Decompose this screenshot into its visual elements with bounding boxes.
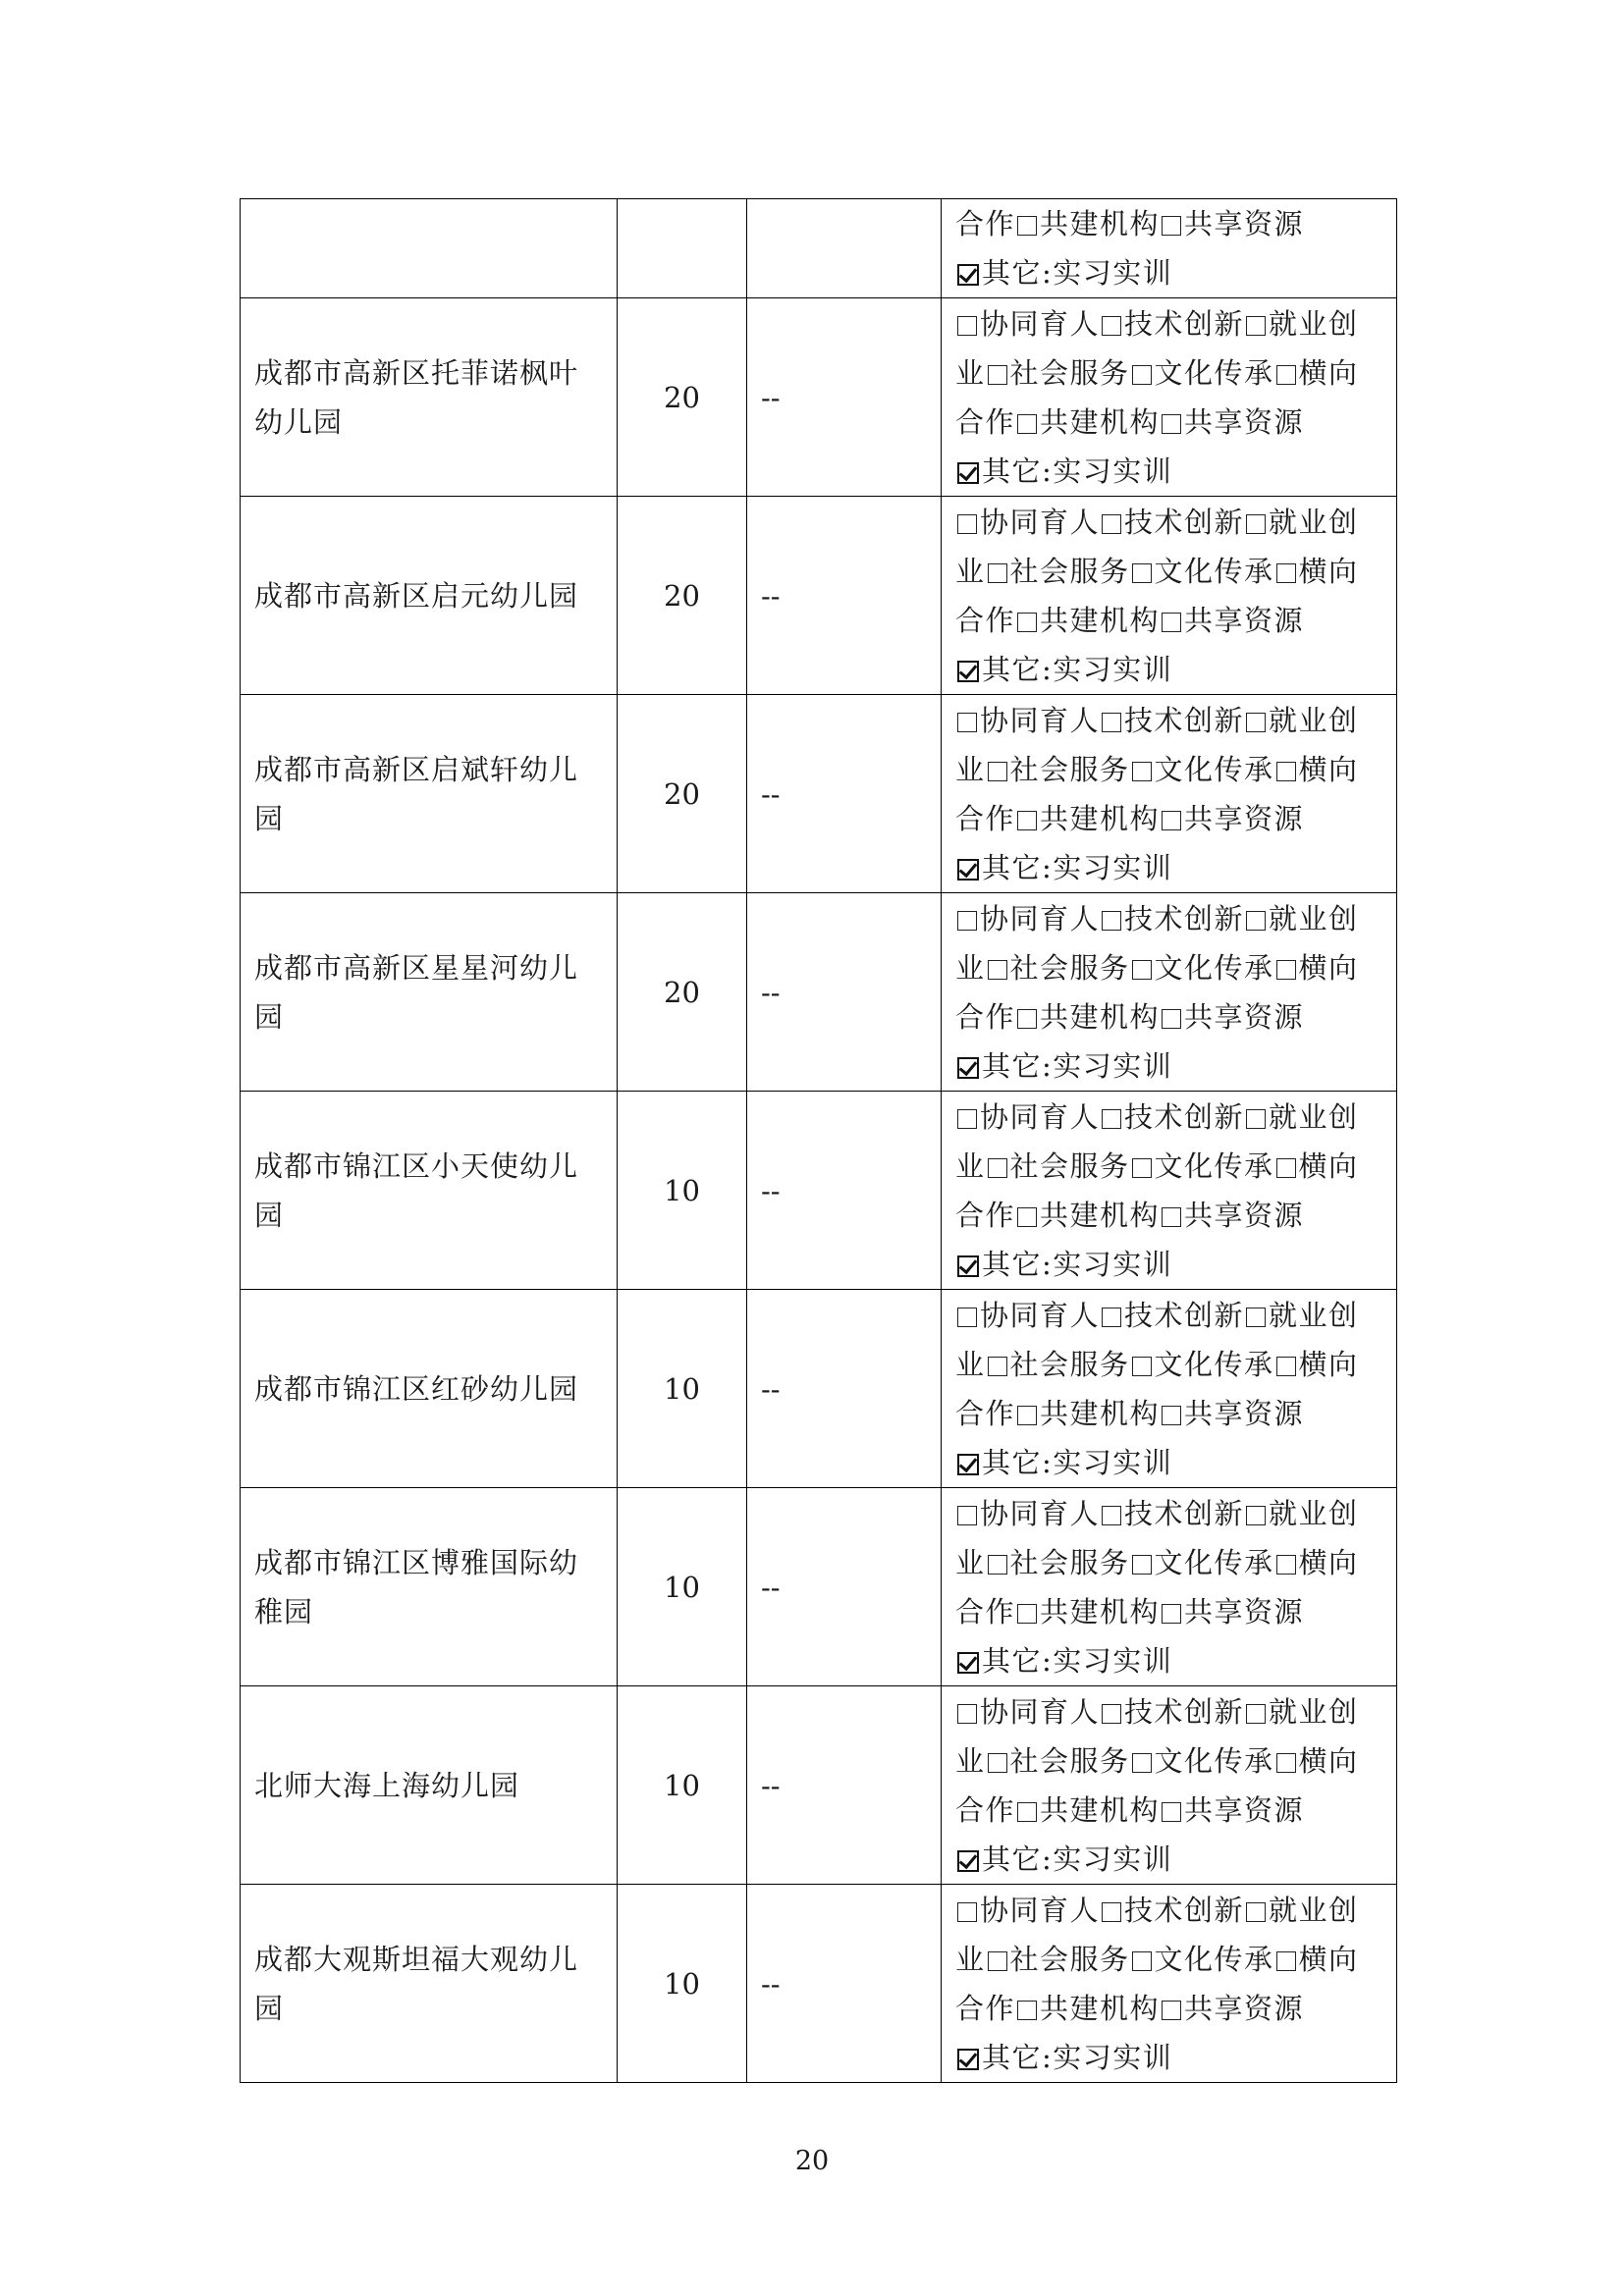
cooperation-table (240, 198, 1397, 2083)
student-count-cell: 10 (618, 1092, 747, 1290)
option-text: 共享资源 (1184, 603, 1305, 637)
unchecked-checkbox-icon (988, 960, 1007, 980)
option-text: 协同育人 (980, 1694, 1101, 1729)
unchecked-checkbox-icon (1102, 1704, 1121, 1724)
option-text: 共建机构 (1040, 1594, 1161, 1629)
student-count-cell: 20 (618, 695, 747, 893)
option-text: 协同育人 (980, 1893, 1101, 1927)
unchecked-checkbox-icon (1102, 713, 1121, 732)
unchecked-checkbox-icon (1276, 1158, 1296, 1178)
option-text: 其它:实习实训 (982, 1445, 1173, 1479)
option-text: 其它:实习实训 (982, 1048, 1173, 1083)
unchecked-checkbox-icon (1276, 762, 1296, 781)
forms-line-4 (955, 248, 1388, 297)
option-text: 协同育人 (980, 505, 1101, 539)
amount-cell (747, 199, 942, 298)
unchecked-checkbox-icon (1246, 1704, 1266, 1724)
unchecked-checkbox-icon (1276, 1753, 1296, 1773)
option-text: 社会服务 (1009, 1545, 1130, 1579)
option-text: 业 (955, 752, 986, 786)
option-text: 合作 (955, 404, 1016, 439)
option-text: 协同育人 (980, 306, 1101, 341)
unchecked-checkbox-icon (957, 1902, 977, 1922)
checked-checkbox-icon (957, 1057, 979, 1079)
unchecked-checkbox-icon (988, 563, 1007, 583)
option-text: 合作 (955, 603, 1016, 637)
option-text: 就业创 (1269, 1893, 1359, 1927)
option-text: 横向 (1298, 554, 1359, 588)
amount-cell: -- (747, 1290, 942, 1488)
option-text: 业 (955, 1743, 986, 1778)
student-count-cell (618, 199, 747, 298)
forms-line-1 (955, 894, 1388, 943)
student-count-cell: 20 (618, 893, 747, 1092)
unchecked-checkbox-icon (1102, 1109, 1121, 1129)
unchecked-checkbox-icon (1162, 1802, 1181, 1822)
option-text: 共建机构 (1040, 603, 1161, 637)
option-text: 社会服务 (1009, 1743, 1130, 1778)
option-text: 合作 (955, 1792, 1016, 1827)
option-text: 其它:实习实训 (982, 2040, 1173, 2074)
forms-line-1 (955, 696, 1388, 745)
unchecked-checkbox-icon (1162, 613, 1181, 632)
unchecked-checkbox-icon (988, 365, 1007, 385)
forms-line-4 (955, 1438, 1388, 1487)
forms-line-2 (955, 1736, 1388, 1786)
forms-line-3 (955, 596, 1388, 645)
unchecked-checkbox-icon (1246, 911, 1266, 931)
unchecked-checkbox-icon (1276, 1951, 1296, 1971)
unchecked-checkbox-icon (988, 762, 1007, 781)
unchecked-checkbox-icon (1017, 613, 1037, 632)
forms-line-1 (955, 1489, 1388, 1538)
checked-checkbox-icon (957, 2049, 979, 2070)
forms-line-3 (955, 1191, 1388, 1240)
option-text: 共享资源 (1184, 1792, 1305, 1827)
unchecked-checkbox-icon (1162, 414, 1181, 434)
option-text: 横向 (1298, 752, 1359, 786)
unchecked-checkbox-icon (1132, 1753, 1152, 1773)
option-text: 就业创 (1269, 1099, 1359, 1134)
option-text: 业 (955, 1148, 986, 1183)
option-text: 文化传承 (1154, 554, 1274, 588)
option-text: 横向 (1298, 1545, 1359, 1579)
option-text: 合作 (955, 1991, 1016, 2025)
forms-line-4 (955, 1041, 1388, 1091)
option-text: 业 (955, 554, 986, 588)
option-text: 其它:实习实训 (982, 850, 1173, 884)
option-text: 文化传承 (1154, 1743, 1274, 1778)
option-text: 共享资源 (1184, 999, 1305, 1034)
page-number: 20 (794, 2146, 830, 2176)
institution-name-cell: 成都市锦江区博雅国际幼稚园 (241, 1488, 618, 1686)
checked-checkbox-icon (957, 1850, 979, 1872)
unchecked-checkbox-icon (988, 1357, 1007, 1376)
forms-line-1 (955, 299, 1388, 348)
forms-line-3 (955, 398, 1388, 447)
option-text: 协同育人 (980, 1298, 1101, 1332)
amount-cell: -- (747, 1885, 942, 2083)
cooperation-forms-cell (942, 1686, 1397, 1885)
checked-checkbox-icon (957, 1255, 979, 1277)
option-text: 协同育人 (980, 703, 1101, 737)
unchecked-checkbox-icon (1246, 1902, 1266, 1922)
unchecked-checkbox-icon (1276, 365, 1296, 385)
institution-name-cell: 成都市锦江区红砂幼儿园 (241, 1290, 618, 1488)
option-text: 文化传承 (1154, 950, 1274, 985)
cooperation-forms-cell (942, 1488, 1397, 1686)
option-text: 其它:实习实训 (982, 454, 1173, 488)
option-text: 就业创 (1269, 1694, 1359, 1729)
amount-cell: -- (747, 298, 942, 497)
student-count-cell: 10 (618, 1686, 747, 1885)
table-row (241, 1092, 1397, 1290)
student-count-cell: 20 (618, 497, 747, 695)
unchecked-checkbox-icon (1102, 316, 1121, 336)
option-text: 共建机构 (1040, 1396, 1161, 1430)
checked-checkbox-icon (957, 1454, 979, 1475)
option-text: 文化传承 (1154, 1148, 1274, 1183)
amount-cell: -- (747, 1686, 942, 1885)
option-text: 业 (955, 1347, 986, 1381)
forms-line-2 (955, 547, 1388, 596)
unchecked-checkbox-icon (1132, 960, 1152, 980)
forms-line-1 (955, 1687, 1388, 1736)
unchecked-checkbox-icon (1246, 514, 1266, 534)
option-text: 就业创 (1269, 505, 1359, 539)
option-text: 技术创新 (1124, 505, 1245, 539)
option-text: 就业创 (1269, 306, 1359, 341)
table-row (241, 1885, 1397, 2083)
option-text: 横向 (1298, 1743, 1359, 1778)
unchecked-checkbox-icon (1246, 1506, 1266, 1525)
unchecked-checkbox-icon (1162, 1604, 1181, 1624)
forms-line-1 (955, 1093, 1388, 1142)
unchecked-checkbox-icon (1017, 811, 1037, 830)
unchecked-checkbox-icon (957, 713, 977, 732)
option-text: 其它:实习实训 (982, 1643, 1173, 1678)
unchecked-checkbox-icon (1246, 713, 1266, 732)
option-text: 其它:实习实训 (982, 1247, 1173, 1281)
option-text: 共享资源 (1184, 207, 1305, 240)
option-text: 文化传承 (1154, 355, 1274, 390)
institution-name-cell: 成都市锦江区小天使幼儿园 (241, 1092, 618, 1290)
forms-line-1 (955, 498, 1388, 547)
unchecked-checkbox-icon (1246, 1308, 1266, 1327)
option-text: 业 (955, 950, 986, 985)
option-text: 横向 (1298, 1942, 1359, 1976)
unchecked-checkbox-icon (1102, 1902, 1121, 1922)
institution-name-cell: 成都大观斯坦福大观幼儿园 (241, 1885, 618, 2083)
unchecked-checkbox-icon (1276, 563, 1296, 583)
checked-checkbox-icon (957, 462, 979, 484)
option-text: 协同育人 (980, 1099, 1101, 1134)
forms-line-2 (955, 1935, 1388, 1984)
cooperation-forms-cell (942, 893, 1397, 1092)
table-row (241, 1290, 1397, 1488)
unchecked-checkbox-icon (1246, 1109, 1266, 1129)
forms-line-2 (955, 348, 1388, 398)
unchecked-checkbox-icon (957, 316, 977, 336)
table-row (241, 893, 1397, 1092)
student-count-cell: 10 (618, 1885, 747, 2083)
forms-line-4 (955, 645, 1388, 694)
option-text: 社会服务 (1009, 752, 1130, 786)
option-text: 技术创新 (1124, 1496, 1245, 1530)
unchecked-checkbox-icon (1017, 1406, 1037, 1425)
unchecked-checkbox-icon (957, 1109, 977, 1129)
checked-checkbox-icon (957, 264, 979, 286)
forms-line-2 (955, 745, 1388, 794)
institution-name-cell: 成都市高新区启斌轩幼儿园 (241, 695, 618, 893)
unchecked-checkbox-icon (1102, 514, 1121, 534)
unchecked-checkbox-icon (1132, 1555, 1152, 1575)
option-text: 合作 (955, 999, 1016, 1034)
table-row (241, 1488, 1397, 1686)
forms-line-2 (955, 1538, 1388, 1587)
option-text: 共享资源 (1184, 1198, 1305, 1232)
unchecked-checkbox-icon (988, 1753, 1007, 1773)
amount-cell: -- (747, 1488, 942, 1686)
option-text: 技术创新 (1124, 703, 1245, 737)
option-text: 协同育人 (980, 1496, 1101, 1530)
unchecked-checkbox-icon (1132, 1357, 1152, 1376)
option-text: 共建机构 (1040, 404, 1161, 439)
forms-line-1 (955, 1886, 1388, 1935)
option-text: 共享资源 (1184, 1594, 1305, 1629)
student-count-cell: 10 (618, 1488, 747, 1686)
cooperation-forms-cell (942, 1092, 1397, 1290)
unchecked-checkbox-icon (957, 514, 977, 534)
forms-line-3 (955, 1389, 1388, 1438)
option-text: 社会服务 (1009, 1942, 1130, 1976)
unchecked-checkbox-icon (1276, 960, 1296, 980)
unchecked-checkbox-icon (1017, 216, 1037, 236)
option-text: 业 (955, 1545, 986, 1579)
amount-cell: -- (747, 893, 942, 1092)
option-text: 技术创新 (1124, 1099, 1245, 1134)
institution-name-cell: 成都市高新区星星河幼儿园 (241, 893, 618, 1092)
option-text: 合作 (955, 207, 1016, 240)
unchecked-checkbox-icon (1017, 2001, 1037, 2020)
option-text: 共建机构 (1040, 1792, 1161, 1827)
option-text: 业 (955, 1942, 986, 1976)
unchecked-checkbox-icon (1017, 1604, 1037, 1624)
student-count-cell: 20 (618, 298, 747, 497)
cooperation-forms-cell (942, 298, 1397, 497)
option-text: 共享资源 (1184, 1991, 1305, 2025)
checked-checkbox-icon (957, 661, 979, 682)
unchecked-checkbox-icon (957, 1308, 977, 1327)
student-count-cell: 10 (618, 1290, 747, 1488)
unchecked-checkbox-icon (957, 911, 977, 931)
option-text: 技术创新 (1124, 901, 1245, 935)
option-text: 共享资源 (1184, 1396, 1305, 1430)
option-text: 文化传承 (1154, 1347, 1274, 1381)
table-row (241, 497, 1397, 695)
unchecked-checkbox-icon (988, 1158, 1007, 1178)
unchecked-checkbox-icon (1017, 1009, 1037, 1029)
option-text: 社会服务 (1009, 950, 1130, 985)
option-text: 协同育人 (980, 901, 1101, 935)
option-text: 共享资源 (1184, 801, 1305, 835)
cooperation-forms-cell (942, 1885, 1397, 2083)
checked-checkbox-icon (957, 859, 979, 881)
forms-line-2 (955, 943, 1388, 992)
table-row (241, 1686, 1397, 1885)
amount-cell: -- (747, 1092, 942, 1290)
unchecked-checkbox-icon (1162, 1406, 1181, 1425)
unchecked-checkbox-icon (1276, 1357, 1296, 1376)
table-row (241, 199, 1397, 298)
forms-line-4 (955, 1240, 1388, 1289)
forms-line-4 (955, 2033, 1388, 2082)
forms-line-2 (955, 1340, 1388, 1389)
checked-checkbox-icon (957, 1652, 979, 1674)
option-text: 共建机构 (1040, 207, 1161, 240)
option-text: 技术创新 (1124, 306, 1245, 341)
unchecked-checkbox-icon (1102, 1506, 1121, 1525)
option-text: 文化传承 (1154, 752, 1274, 786)
option-text: 共建机构 (1040, 999, 1161, 1034)
unchecked-checkbox-icon (1132, 365, 1152, 385)
option-text: 共享资源 (1184, 404, 1305, 439)
option-text: 文化传承 (1154, 1942, 1274, 1976)
option-text: 就业创 (1269, 1298, 1359, 1332)
amount-cell: -- (747, 695, 942, 893)
option-text: 其它:实习实训 (982, 256, 1173, 290)
unchecked-checkbox-icon (1017, 414, 1037, 434)
forms-line-3 (955, 199, 1388, 248)
option-text: 技术创新 (1124, 1298, 1245, 1332)
unchecked-checkbox-icon (1162, 1009, 1181, 1029)
option-text: 就业创 (1269, 1496, 1359, 1530)
unchecked-checkbox-icon (1132, 1158, 1152, 1178)
institution-name-cell (241, 199, 618, 298)
option-text: 合作 (955, 1594, 1016, 1629)
unchecked-checkbox-icon (1102, 1308, 1121, 1327)
option-text: 就业创 (1269, 703, 1359, 737)
option-text: 技术创新 (1124, 1893, 1245, 1927)
unchecked-checkbox-icon (988, 1951, 1007, 1971)
option-text: 横向 (1298, 355, 1359, 390)
table-row (241, 298, 1397, 497)
option-text: 横向 (1298, 1347, 1359, 1381)
cooperation-forms-cell (942, 1290, 1397, 1488)
option-text: 其它:实习实训 (982, 1842, 1173, 1876)
cooperation-forms-cell (942, 695, 1397, 893)
option-text: 横向 (1298, 950, 1359, 985)
forms-line-4 (955, 1835, 1388, 1884)
option-text: 社会服务 (1009, 1347, 1130, 1381)
unchecked-checkbox-icon (957, 1704, 977, 1724)
unchecked-checkbox-icon (988, 1555, 1007, 1575)
institution-name-cell: 成都市高新区启元幼儿园 (241, 497, 618, 695)
unchecked-checkbox-icon (1132, 762, 1152, 781)
unchecked-checkbox-icon (1132, 1951, 1152, 1971)
option-text: 合作 (955, 1396, 1016, 1430)
forms-line-3 (955, 1587, 1388, 1636)
forms-line-4 (955, 447, 1388, 496)
option-text: 社会服务 (1009, 355, 1130, 390)
amount-cell: -- (747, 497, 942, 695)
forms-line-4 (955, 843, 1388, 892)
forms-line-1 (955, 1291, 1388, 1340)
unchecked-checkbox-icon (1276, 1555, 1296, 1575)
option-text: 共建机构 (1040, 1991, 1161, 2025)
option-text: 共建机构 (1040, 1198, 1161, 1232)
unchecked-checkbox-icon (1102, 911, 1121, 931)
unchecked-checkbox-icon (1162, 216, 1181, 236)
option-text: 合作 (955, 801, 1016, 835)
unchecked-checkbox-icon (1162, 1207, 1181, 1227)
option-text: 文化传承 (1154, 1545, 1274, 1579)
unchecked-checkbox-icon (1132, 563, 1152, 583)
forms-line-2 (955, 1142, 1388, 1191)
option-text: 技术创新 (1124, 1694, 1245, 1729)
cooperation-forms-cell (942, 497, 1397, 695)
unchecked-checkbox-icon (1246, 316, 1266, 336)
forms-line-3 (955, 794, 1388, 843)
option-text: 其它:实习实训 (982, 652, 1173, 686)
option-text: 社会服务 (1009, 554, 1130, 588)
unchecked-checkbox-icon (1162, 811, 1181, 830)
option-text: 业 (955, 355, 986, 390)
option-text: 社会服务 (1009, 1148, 1130, 1183)
unchecked-checkbox-icon (957, 1506, 977, 1525)
institution-name-cell: 成都市高新区托菲诺枫叶幼儿园 (241, 298, 618, 497)
forms-line-3 (955, 1786, 1388, 1835)
option-text: 合作 (955, 1198, 1016, 1232)
option-text: 横向 (1298, 1148, 1359, 1183)
institution-name-cell: 北师大海上海幼儿园 (241, 1686, 618, 1885)
unchecked-checkbox-icon (1017, 1207, 1037, 1227)
option-text: 就业创 (1269, 901, 1359, 935)
unchecked-checkbox-icon (1017, 1802, 1037, 1822)
forms-line-4 (955, 1636, 1388, 1685)
option-text: 共建机构 (1040, 801, 1161, 835)
table-row (241, 695, 1397, 893)
forms-line-3 (955, 992, 1388, 1041)
cooperation-forms-cell (942, 199, 1397, 298)
forms-line-3 (955, 1984, 1388, 2033)
unchecked-checkbox-icon (1162, 2001, 1181, 2020)
